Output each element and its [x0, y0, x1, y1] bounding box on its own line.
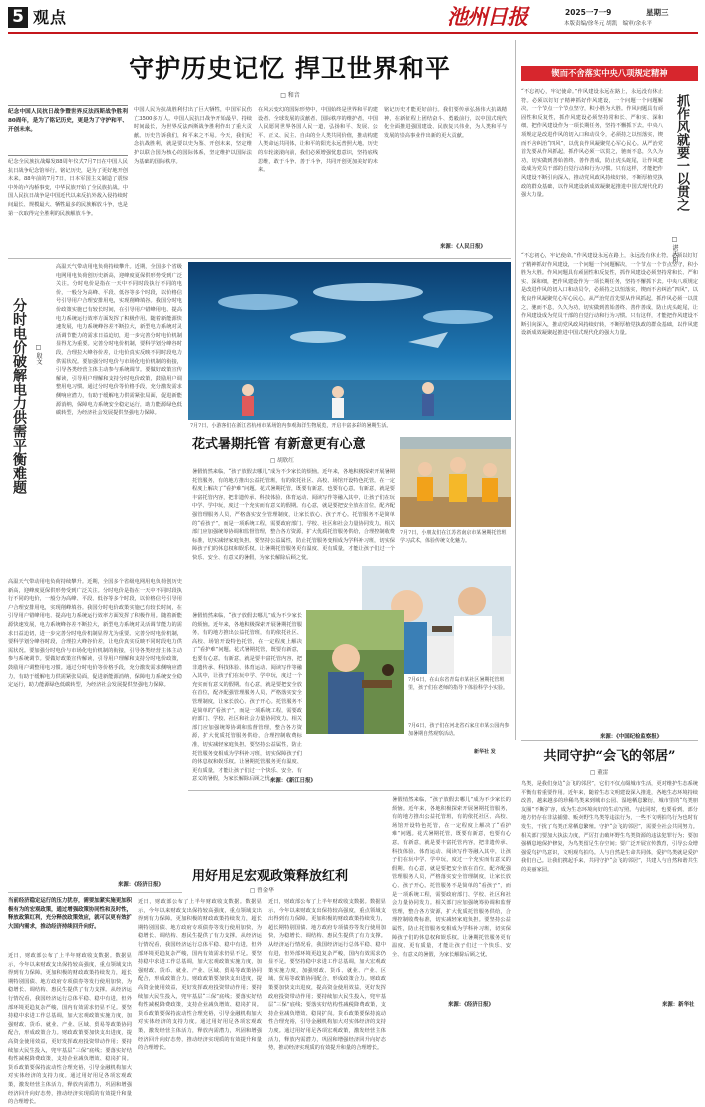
fiscal-title: 用好用足宏观政策释放红利	[191, 869, 348, 884]
summer-title: 花式暑期托管 有新意更有心意	[192, 437, 366, 452]
fiscal-top-rule	[8, 892, 182, 893]
newspaper-logo: 池州日报	[447, 4, 527, 29]
lead-bottom-rule	[8, 258, 511, 259]
neighbor-title: 共同守护“会飞的邻居”	[543, 749, 676, 764]
power-title: 分时电价破解电力供需平衡难题	[11, 298, 27, 494]
lead-source: 来源：《人民日报》	[440, 244, 486, 250]
fiscal-byline: □ 曾金华	[250, 888, 274, 894]
insect-caption: 7月6日，孩子们在河北省石家庄市某公园内参加暑期自然观察活动。	[408, 723, 510, 737]
power-byline: □ 殷文	[35, 344, 42, 365]
issue-weekday: 星期三	[646, 8, 669, 17]
summer-bottom-rule	[188, 790, 511, 791]
power-source: 来源：《经济日报》	[118, 882, 164, 888]
science-caption: 7月6日，在山东省青岛市某社区暑期托管班里，孩子们在老师的指导下体验科学小实验。	[408, 677, 509, 691]
fiscal-body-col2: 近日，财政部公布了上半年财政收支数据。数据显示，今年以来财政支出保持较高强度，重点领域支出得到有力保障。更加积极的财政政策持续发力，超长期特别国债、地方政府专项债券等发行使用加快，为稳增长、调结构、惠民生提供了有力支撑。从经济运行情况看，我国经济运行总体平稳、稳中有进，但外部环境更趋复杂严峻，国内有效需求仍显不足。要坚持稳中求进工作总基调，加大宏观政策实施力度，加强财政、货币、就业、产业、区域、贸易等政策协同配合，形成政策合力。财政政策要加快支出进度，提高资金使用效益，更好发挥政府投资带动作用；要持续加大民生投入，兜牢基层“三保”底线；要落实好结构性减税降费政策，支持企业减负增效、稳岗扩岗。货币政策要保持流动性合理充裕，引导金融机构加大对实体经济的支持力度。通过用好用足各项宏观政策，激发经营主体活力，释放内需潜力，巩固和增强经济回升向好态势，推动经济实现质的有效提升和量的合理增长。	[138, 899, 262, 1052]
neighbor-body: 鸟类，是我们身边“会飞的邻居”，它们不仅点缀城市生活，更对维护生态系统平衡有着重要作用。近年来，随着生态文明建设深入推进，各地生态环境持续改善，越来越多的珍稀鸟类来到城市公园、湿地栖息繁衍，城市里的“鸟类朋友圈”不断扩容，成为生态环境向好的生动写照。与此同时，也要看到，部分地方仍存在非法捕猎、贩卖野生鸟类等违法行为，一些不文明拍鸟行为也时有发生，干扰了鸟类正常栖息繁殖。守护“会飞的邻居”，需要全社会共同努力。相关部门要加大执法力度，严厉打击破坏野生鸟类资源的违法犯罪行为；要加强栖息地保护修复，为鸟类留足生存空间；要广泛开展宣传教育，引导公众增强爱鸟护鸟意识，文明观鸟拍鸟。人与自然是生命共同体，爱护鸟类就是爱护我们自己。让我们携起手来，共同守护“会飞的邻居”，共建人与自然和谐共生的美丽家园。	[521, 781, 698, 873]
sidebar-byline: □ 湛天阳	[671, 236, 678, 263]
summer-body-bottom: 暑假悄然来临，“孩子放假去哪儿”成为不少家长的烦恼。近年来，各地积极探索开展暑期托管服务，有的地方推出公益托管班，有的依托社区、高校、场馆开设特色托管，在一定程度上解决了“看护难”问题。花式暑期托管，既要有新意，也要有心意。有新意，就是要丰富托管内容，把非遗传承、科技体验、体育运动、阅读写作等融入其中，让孩子们在玩中学、学中玩，度过一个充实而有意义的假期。有心意，就是要把安全放在首位，配齐配强管理服务人员，严格落实安全管理制度，让家长放心、孩子开心。托管服务不是简单的“看孩子”，而是一项系统工程，需要政府部门、学校、社区和社会力量协同发力。相关部门应加强统筹协调和监督管理，整合各方资源，扩大优质托管服务供给，合理控制收费标准，切实减轻家庭负担。要坚持公益属性，防止托管服务变相成为学科补习班，切实保障孩子们的休息权和娱乐权。让暑期托管服务更有温度、更有质量，才能让孩子们过一个快乐、安全、有意义的暑假，为家长解除后顾之忧。	[392, 797, 511, 958]
section-label: 观点	[33, 8, 68, 27]
aquarium-photo	[188, 262, 511, 420]
lead-body-col1: 纪念全民族抗战爆发88周年仪式7月7日在中国人民抗日战争纪念馆举行。铭记历史，是为了更好地开创未来。88年前的7月7日，日本军国主义制造了震惊中外的卢沟桥事变，中华民族开始了全民族抗战。中国人民抗日战争是中国近代以来反抗外敌入侵持续时间最长、规模最大、牺牲最多的民族解放斗争，也是第一次取得完全胜利的民族解放斗争。	[8, 159, 128, 217]
lead-body-col3: 在风云变幻的国际形势中，中国始终是世界和平的建设者、全球发展的贡献者、国际秩序的维护者。中国人民愿同世界各国人民一道，弘扬和平、发展、公平、正义、民主、自由的全人类共同价值，推动构建人类命运共同体，让和平的阳光永远普照大地。历史的车轮滚滚向前，我们必须增强忧患意识，坚持底线思维，敢于斗争、善于斗争，共同开创更加美好的未来。	[258, 107, 378, 174]
masthead-rule	[8, 32, 698, 34]
kungfu-caption: 7月7日，小朋友们在江苏省南京市某暑期托管班学习武术，体验传统文化魅力。	[400, 530, 507, 544]
summer-byline: □ 胡欣红	[270, 458, 294, 464]
power-body-bottom: 高温天气带动用电负荷持续攀升。近期，全国多个省级电网用电负荷创历史新高，迎峰度夏保供形势受到广泛关注。分时电价是指在一天中不同时段执行不同的电价，一般分为高峰、平段、低谷等多个时段，以价格信号引导用户合理安排用电，实现削峰填谷。我国分时电价政策实施已有较长时间，在引导用户错峰用电、提高电力系统运行效率方面发挥了积极作用。随着新能源快速发展，电力系统峰谷差不断拉大，新型电力系统对灵活调节能力的需求日益迫切，进一步完善分时电价机制显得尤为重要。完善分时电价机制，要科学划分峰谷时段，合理拉大峰谷价差，让电价真实反映不同时段电力供需状况。要加强分时电价与市场化电价机制的衔接，引导各类经营主体主动参与系统调节。要做好政策宣传解读，引导用户理解和支持分时电价政策，鼓励用户调整用电习惯。通过分时电价等价格手段，充分激发需求侧响应潜力，有助于缓解电力供需紧张局面，促进新能源消纳，保障电力系统安全稳定运行，助力能源绿色低碳转型，为经济社会发展提供坚强电力保障。	[8, 579, 182, 689]
fiscal-intro: 当前经济稳定运行的压力犹存，需要加紧实施更加积极有为的宏观政策，通过增强政策协同性和及时性，释放政策红利，充分释放政策效应，就可以更有效扩大国内需求，推动经济持续回升向好。	[8, 898, 132, 930]
sidebar-divider	[515, 40, 516, 740]
summer-body-mid: 暑假悄然来临，“孩子放假去哪儿”成为不少家长的烦恼。近年来，各地积极探索开展暑期托管服务，有的地方推出公益托管班，有的依托社区、高校、场馆开设特色托管，在一定程度上解决了“看护难”问题。花式暑期托管，既要有新意，也要有心意。有新意，就是要丰富托管内容，把非遗传承、科技体验、体育运动、阅读写作等融入其中，让孩子们在玩中学、学中玩，度过一个充实而有意义的假期。有心意，就是要把安全放在首位，配齐配强管理服务人员，严格落实安全管理制度，让家长放心、孩子开心。托管服务不是简单的“看孩子”，而是一项系统工程，需要政府部门、学校、社区和社会力量协同发力。相关部门应加强统筹协调和监督管理，整合各方资源，扩大优质托管服务供给，合理控制收费标准，切实减轻家庭负担。要坚持公益属性，防止托管服务变相成为学科补习班，切实保障孩子们的休息权和娱乐权。让暑期托管服务更有温度、更有质量，才能让孩子们过一个快乐、安全、有意义的暑假，为家长解除后顾之忧。	[192, 613, 302, 783]
lead-body-col4: 铭记历史才能更好前行。我们要传承弘扬伟大抗战精神，在新征程上团结奋斗、勇毅前行，以中国式现代化全面推进强国建设、民族复兴伟业，为人类和平与发展的崇高事业作出新的更大贡献。	[384, 107, 507, 139]
fiscal-body-col3: 近日，财政部公布了上半年财政收支数据。数据显示，今年以来财政支出保持较高强度，重点领域支出得到有力保障。更加积极的财政政策持续发力，超长期特别国债、地方政府专项债券等发行使用加快，为稳增长、调结构、惠民生提供了有力支撑。从经济运行情况看，我国经济运行总体平稳、稳中有进，但外部环境更趋复杂严峻，国内有效需求仍显不足。要坚持稳中求进工作总基调，加大宏观政策实施力度，加强财政、货币、就业、产业、区域、贸易等政策协同配合，形成政策合力。财政政策要加快支出进度，提高资金使用效益，更好发挥政府投资带动作用；要持续加大民生投入，兜牢基层“三保”底线；要落实好结构性减税降费政策，支持企业减负增效、稳岗扩岗。货币政策要保持流动性合理充裕，引导金融机构加大对实体经济的支持力度。通过用好用足各项宏观政策，激发经营主体活力，释放内需潜力，巩固和增强经济回升向好态势，推动经济实现质的有效提升和量的合理增长。	[268, 899, 386, 1052]
page-editors: 本版责编/徐冬元 胡凯 编审/余永平	[564, 21, 652, 27]
summer-body-top: 暑假悄然来临，“孩子放假去哪儿”成为不少家长的烦恼。近年来，各地积极探索开展暑期托管服务，有的地方推出公益托管班，有的依托社区、高校、场馆开设特色托管，在一定程度上解决了“看护难”问题。花式暑期托管，既要有新意，也要有心意。有新意，就是要丰富托管内容，把非遗传承、科技体验、体育运动、阅读写作等融入其中，让孩子们在玩中学、学中玩，度过一个充实而有意义的假期。有心意，就是要把安全放在首位，配齐配强管理服务人员，严格落实安全管理制度，让家长放心、孩子开心。托管服务不是简单的“看孩子”，而是一项系统工程，需要政府部门、学校、社区和社会力量协同发力。相关部门应加强统筹协调和监督管理，整合各方资源，扩大优质托管服务供给，合理控制收费标准，切实减轻家庭负担。要坚持公益属性，防止托管服务变相成为学科补习班，切实保障孩子们的休息权和娱乐权。让暑期托管服务更有温度、更有质量，才能让孩子们过一个快乐、安全、有意义的暑假，为家长解除后顾之忧。	[192, 469, 395, 561]
sidebar-title: 抓作风就要一以贯之	[674, 94, 689, 211]
fiscal-body-col1: 近日，财政部公布了上半年财政收支数据。数据显示，今年以来财政支出保持较高强度，重点领域支出得到有力保障。更加积极的财政政策持续发力，超长期特别国债、地方政府专项债券等发行使用加快，为稳增长、调结构、惠民生提供了有力支撑。从经济运行情况看，我国经济运行总体平稳、稳中有进，但外部环境更趋复杂严峻，国内有效需求仍显不足。要坚持稳中求进工作总基调，加大宏观政策实施力度，加强财政、货币、就业、产业、区域、贸易等政策协同配合，形成政策合力。财政政策要加快支出进度，提高资金使用效益，更好发挥政府投资带动作用；要持续加大民生投入，兜牢基层“三保”底线；要落实好结构性减税降费政策，支持企业减负增效、稳岗扩岗。货币政策要保持流动性合理充裕，引导金融机构加大对实体经济的支持力度。通过用好用足各项宏观政策，激发经营主体活力，释放内需潜力，巩固和增强经济回升向好态势，推动经济实现质的有效提升和量的合理增长。	[8, 953, 132, 1106]
summer-source: 来源：《新江日报》	[270, 778, 316, 784]
banner-text: 锲而不舍落实中央八项规定精神	[551, 68, 668, 78]
sidebar-body-bottom: “不忘初心，牢记使命。”作风建设永远在路上，永远没有休止符。必须以钉钉子精神抓好作风建设，一个问题一个问题解决，一个节点一个节点坚守，积小胜为大胜。作风问题具有顽固性和反复性，抓作风建设必须坚持常和长、严和实、深和细，把作风建设作为一项长期任务，坚持不懈抓下去。中央八项规定是改进作风的切入口和动员令，必须持之以恒落实，锲而不舍纠治“四风”，以优良作风凝聚党心军心民心。从严治党首先要从作风抓起，抓作风必须一以贯之，驰而不息，久久为功，切实做到善始善终、善作善成，防止虎头蛇尾，让作风建设成为党员干部的自觉行动和行为习惯。只有这样，才能把作风建设不断引向深入，推动党风政风持续好转，不断厚植党执政的群众基础，以作风建设新成效凝聚起推进中国式现代化的强大力量。	[521, 253, 698, 337]
neighbor-top-rule	[521, 740, 698, 741]
neighbor-byline: □ 董雷	[590, 770, 609, 776]
sidebar-body-top: “不忘初心，牢记使命。”作风建设永远在路上，永远没有休止符。必须以钉钉子精神抓好作风建设，一个问题一个问题解决，一个节点一个节点坚守，积小胜为大胜。作风问题具有顽固性和反复性，抓作风建设必须坚持常和长、严和实、深和细，把作风建设作为一项长期任务，坚持不懈抓下去。中央八项规定是改进作风的切入口和动员令，必须持之以恒落实，锲而不舍纠治“四风”，以优良作风凝聚党心军心民心。从严治党首先要从作风抓起，抓作风必须一以贯之，驰而不息，久久为功，切实做到善始善终、善作善成，防止虎头蛇尾，让作风建设成为党员干部的自觉行动和行为习惯。只有这样，才能把作风建设不断引向深入，推动党风政风持续好转，不断厚植党执政的群众基础，以作风建设新成效凝聚起推进中国式现代化的强大力量。	[521, 89, 663, 199]
page-number: 5	[12, 7, 24, 27]
sidebar-source: 来源：《中国纪检监察报》	[600, 734, 662, 740]
neighbor-source: 来源：新华社	[662, 1002, 695, 1008]
lead-title: 守护历史记忆 捍卫世界和平	[129, 54, 451, 83]
insect-credit: 新华社 发	[474, 749, 496, 755]
insect-photo	[306, 610, 404, 734]
power-body-top: 高温天气带动用电负荷持续攀升。近期，全国多个省级电网用电负荷创历史新高，迎峰度夏保供形势受到广泛关注。分时电价是指在一天中不同时段执行不同的电价，一般分为高峰、平段、低谷等多个时段，以价格信号引导用户合理安排用电，实现削峰填谷。我国分时电价政策实施已有较长时间，在引导用户错峰用电、提高电力系统运行效率方面发挥了积极作用。随着新能源快速发展，电力系统峰谷差不断拉大，新型电力系统对灵活调节能力的需求日益迫切，进一步完善分时电价机制显得尤为重要。完善分时电价机制，要科学划分峰谷时段，合理拉大峰谷价差，让电价真实反映不同时段电力供需状况。要加强分时电价与市场化电价机制的衔接，引导各类经营主体主动参与系统调节。要做好政策宣传解读，引导用户理解和支持分时电价政策，鼓励用户调整用电习惯。通过分时电价等价格手段，充分激发需求侧响应潜力，有助于缓解电力供需紧张局面，促进新能源消纳，保障电力系统安全稳定运行，助力能源绿色低碳转型，为经济社会发展提供坚强电力保障。	[56, 264, 182, 417]
lead-body-col2: 中国人民为抗战胜利付出了巨大牺牲，中国军民伤亡3500多万人。中国人民抗日战争开始最早、持续时间最长，为世界反法西斯战争胜利作出了重大贡献。历史告诉我们，和平来之不易。今天，我们纪念抗战胜利，就是要以史为鉴、开创未来，坚定维护以联合国为核心的国际体系，坚定维护以国际法为基础的国际秩序。	[134, 107, 252, 165]
issue-date: 2025一7一9	[565, 8, 612, 17]
lead-byline: □ 和音	[280, 92, 300, 99]
fiscal-source: 来源：《经济日报》	[448, 1002, 494, 1008]
aquarium-caption: 7月7日，小游客们在浙江省杭州市某场馆内参观海洋生物展览，开启丰富多彩的暑期生活。	[190, 423, 392, 429]
lead-intro: 纪念中国人民抗日战争暨世界反法西斯战争胜利80周年，是为了铭记历史，更是为了守护和平、开创未来。	[8, 109, 128, 133]
kungfu-photo	[400, 437, 511, 527]
